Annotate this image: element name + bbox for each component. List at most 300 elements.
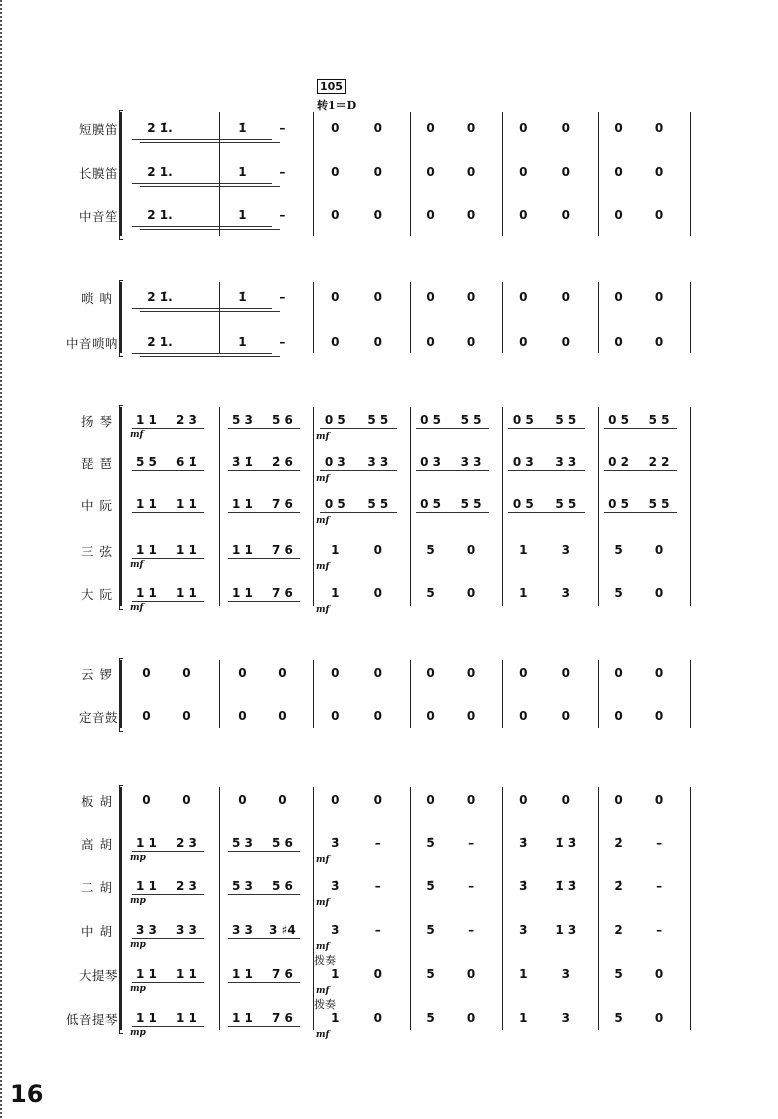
note-group: 0 xyxy=(654,1011,664,1025)
note-group: 0 xyxy=(561,709,570,723)
beam-line xyxy=(604,512,677,513)
note-group: 0 xyxy=(519,208,528,222)
beam-line xyxy=(320,428,397,429)
instrument-label: 长膜笛 xyxy=(78,166,118,181)
note-group: 1 1 xyxy=(231,1011,253,1025)
duration-line xyxy=(140,142,280,143)
note-group: 1 1 xyxy=(231,497,253,511)
beam-line xyxy=(228,512,300,513)
note-group: 1 1 xyxy=(135,1011,157,1025)
note-group: 0 xyxy=(561,666,570,680)
note-group: 1 1 xyxy=(135,497,157,511)
barline xyxy=(598,407,599,606)
note-group: 0 xyxy=(278,709,287,723)
instrument-label: 短膜笛 xyxy=(78,122,118,137)
note-group: 0 xyxy=(561,290,570,304)
note-group: 5 xyxy=(426,586,435,600)
page-number: 16 xyxy=(10,1080,44,1108)
note-group: 0 xyxy=(373,335,382,349)
note-group: 0 xyxy=(614,709,623,723)
note-group: 2 2 xyxy=(648,455,670,469)
note-group: 1 1 xyxy=(175,967,197,981)
note-group: 0 xyxy=(654,793,664,807)
note-group: – xyxy=(468,879,475,893)
note-group: 0 xyxy=(466,290,476,304)
barline xyxy=(598,660,599,728)
note-group: 3̇ xyxy=(331,836,340,850)
dynamic-marking: mf xyxy=(316,855,330,865)
note-group: 0 xyxy=(561,121,570,135)
instrument-label: 唢呐 xyxy=(80,291,118,306)
note-group: 0 xyxy=(519,290,528,304)
note-group: 1̇ 3̇ xyxy=(555,836,577,850)
note-group: 1 xyxy=(519,1011,528,1025)
note-group: 0 5 xyxy=(324,497,346,511)
barline xyxy=(690,407,691,606)
beam-line xyxy=(228,470,300,471)
dynamic-marking: mf xyxy=(130,560,144,570)
note-group: 0 xyxy=(519,335,528,349)
note-group: 1 xyxy=(238,165,247,179)
note-group: 2 1. xyxy=(147,208,173,222)
note-group: 0 xyxy=(519,666,528,680)
barline xyxy=(120,112,122,236)
dynamic-marking: mf xyxy=(316,898,330,908)
note-group: 0 xyxy=(614,121,623,135)
instrument-label: 中音笙 xyxy=(78,209,118,224)
note-group: 1 1 xyxy=(175,543,197,557)
note-group: 0 xyxy=(614,208,623,222)
beam-line xyxy=(508,470,585,471)
barline xyxy=(313,660,314,728)
note-group: 1 xyxy=(519,543,528,557)
note-group: 0 3 xyxy=(512,455,534,469)
note-group: 0 xyxy=(373,967,382,981)
note-group: 5 5 xyxy=(555,413,577,427)
note-group: 0 xyxy=(331,793,340,807)
barline xyxy=(219,112,220,236)
note-group: 0 3 xyxy=(420,455,442,469)
barline xyxy=(313,787,314,1030)
note-group: 1 xyxy=(331,967,340,981)
note-group: 1 1 xyxy=(135,413,157,427)
note-group: 0 xyxy=(654,586,664,600)
note-group: 2̇ xyxy=(614,836,623,850)
note-group: 0 xyxy=(278,666,287,680)
note-group: 5 5 xyxy=(367,497,389,511)
note-group: 0 xyxy=(614,165,623,179)
note-group: 2 3 xyxy=(175,836,197,850)
note-group: 0 xyxy=(182,666,191,680)
beam-line xyxy=(132,851,204,852)
dynamic-marking: mf xyxy=(316,986,330,996)
note-group: 7 6 xyxy=(271,543,293,557)
beam-line xyxy=(228,1026,300,1027)
barline xyxy=(120,407,122,606)
note-group: 0 xyxy=(373,290,382,304)
note-group: 0 xyxy=(142,666,151,680)
barline xyxy=(690,282,691,353)
note-group: 5 5 xyxy=(367,413,389,427)
instrument-label: 低音提琴 xyxy=(65,1012,118,1027)
note-group: 0 xyxy=(373,666,382,680)
pizzicato-marking: 拨奏 xyxy=(314,998,336,1011)
note-group: 0 5 xyxy=(608,497,630,511)
note-group: 3 xyxy=(519,923,528,937)
note-group: 0 xyxy=(331,666,340,680)
duration-line xyxy=(132,308,272,309)
note-group: 3 3 xyxy=(367,455,389,469)
note-group: 1 1 xyxy=(135,543,157,557)
note-group: – xyxy=(279,121,286,135)
beam-line xyxy=(132,470,204,471)
note-group: – xyxy=(468,836,475,850)
note-group: 0 xyxy=(426,121,435,135)
instrument-label: 中阮 xyxy=(80,498,118,513)
note-group: 2 1̇. xyxy=(147,121,173,135)
note-group: 1 xyxy=(519,586,528,600)
barline xyxy=(219,282,220,353)
note-group: 0 xyxy=(561,793,570,807)
note-group: 1 xyxy=(331,1011,340,1025)
barline xyxy=(219,407,220,606)
note-group: 1 1 xyxy=(231,586,253,600)
barline xyxy=(690,112,691,236)
note-group: 7 6 xyxy=(271,1011,293,1025)
beam-line xyxy=(228,851,300,852)
instrument-label: 中音唢呐 xyxy=(65,336,118,351)
note-group: 1 xyxy=(238,208,247,222)
note-group: 5 5 xyxy=(460,497,482,511)
barline xyxy=(410,112,411,236)
note-group: 1 xyxy=(238,335,247,349)
beam-line xyxy=(320,470,397,471)
note-group: 0 xyxy=(561,335,570,349)
note-group: 0 xyxy=(654,709,664,723)
instrument-label: 大提琴 xyxy=(78,968,118,983)
duration-line xyxy=(132,353,272,354)
barline xyxy=(410,407,411,606)
note-group: 0 xyxy=(426,335,435,349)
note-group: 0 xyxy=(331,121,340,135)
note-group: 0 xyxy=(654,666,664,680)
instrument-label: 三弦 xyxy=(80,544,118,559)
note-group: 3 ♯4 xyxy=(269,923,296,937)
note-group: – xyxy=(374,923,381,937)
beam-line xyxy=(132,894,204,895)
beam-line xyxy=(132,601,204,602)
note-group: 0 xyxy=(426,290,435,304)
note-group: – xyxy=(374,879,381,893)
note-group: 0 3 xyxy=(324,455,346,469)
beam-line xyxy=(228,894,300,895)
beam-line xyxy=(228,428,300,429)
instrument-label: 云锣 xyxy=(80,667,118,682)
barline xyxy=(690,787,691,1030)
note-group: 5 6 xyxy=(271,879,293,893)
note-group: 5 5 xyxy=(460,413,482,427)
note-group: 5 xyxy=(426,923,435,937)
barline xyxy=(120,660,122,728)
barline xyxy=(502,282,503,353)
note-group: 0 xyxy=(466,586,476,600)
note-group: 0 xyxy=(331,709,340,723)
barline xyxy=(598,787,599,1030)
duration-line xyxy=(140,186,280,187)
beam-line xyxy=(604,428,677,429)
duration-line xyxy=(140,229,280,230)
barline xyxy=(502,660,503,728)
dynamic-marking: mf xyxy=(316,942,330,952)
note-group: 0 xyxy=(331,165,340,179)
note-group: 7 6 xyxy=(271,967,293,981)
dynamic-marking: mf xyxy=(130,603,144,613)
dynamic-marking: mf xyxy=(316,432,330,442)
note-group: 3 xyxy=(561,967,570,981)
note-group: 3̇ xyxy=(519,879,528,893)
note-group: 1 3 xyxy=(555,923,577,937)
note-group: – xyxy=(279,208,286,222)
note-group: 5 3 xyxy=(231,879,253,893)
instrument-label: 高胡 xyxy=(80,837,118,852)
note-group: 7 6 xyxy=(271,586,293,600)
note-group: 2 1. xyxy=(147,335,173,349)
note-group: 0 5 xyxy=(512,497,534,511)
instrument-label: 板胡 xyxy=(80,794,118,809)
dynamic-marking: mf xyxy=(316,1030,330,1040)
note-group: 0 xyxy=(373,165,382,179)
note-group: 5 xyxy=(614,967,623,981)
note-group: 5 xyxy=(614,586,623,600)
note-group: 0 xyxy=(331,335,340,349)
note-group: 0 2 xyxy=(608,455,630,469)
beam-line xyxy=(132,428,204,429)
note-group: 0 xyxy=(238,666,247,680)
barline xyxy=(502,407,503,606)
note-group: 0 xyxy=(654,208,664,222)
note-group: 0 xyxy=(373,793,382,807)
beam-line xyxy=(604,470,677,471)
barline xyxy=(313,407,314,606)
dynamic-marking: mp xyxy=(130,1028,146,1038)
note-group: 1 xyxy=(331,543,340,557)
note-group: 1 1 xyxy=(135,967,157,981)
note-group: 0 xyxy=(466,165,476,179)
note-group: 5̇ xyxy=(426,879,435,893)
note-group: 0 xyxy=(426,666,435,680)
duration-line xyxy=(132,139,272,140)
beam-line xyxy=(508,428,585,429)
barline xyxy=(410,660,411,728)
note-group: 0 xyxy=(614,335,623,349)
barline xyxy=(410,282,411,353)
note-group: 5 5 xyxy=(648,413,670,427)
note-group: 0 5 xyxy=(420,497,442,511)
note-group: 0 xyxy=(519,793,528,807)
note-group: 1 xyxy=(519,967,528,981)
note-group: 3 xyxy=(331,923,340,937)
dynamic-marking: mf xyxy=(316,516,330,526)
note-group: 0 xyxy=(426,709,435,723)
beam-line xyxy=(132,982,204,983)
barline xyxy=(219,787,220,1030)
dynamic-marking: mp xyxy=(130,896,146,906)
note-group: 1 1 xyxy=(135,586,157,600)
barline xyxy=(219,660,220,728)
note-group: – xyxy=(656,923,663,937)
note-group: 0 xyxy=(614,290,623,304)
note-group: 7 6 xyxy=(271,497,293,511)
barline xyxy=(690,660,691,728)
note-group: 0 xyxy=(278,793,287,807)
beam-line xyxy=(416,428,489,429)
note-group: 0 xyxy=(426,208,435,222)
beam-line xyxy=(228,982,300,983)
dynamic-marking: mf xyxy=(130,430,144,440)
duration-line xyxy=(132,226,272,227)
barline xyxy=(502,112,503,236)
note-group: 3̇ xyxy=(519,836,528,850)
note-group: – xyxy=(279,335,286,349)
dynamic-marking: mf xyxy=(316,562,330,572)
note-group: 5̇ xyxy=(426,836,435,850)
note-group: 3 xyxy=(561,586,570,600)
dynamic-marking: mp xyxy=(130,853,146,863)
note-group: 0 xyxy=(519,121,528,135)
beam-line xyxy=(132,938,204,939)
note-group: – xyxy=(656,879,663,893)
note-group: 3 xyxy=(561,1011,570,1025)
instrument-label: 扬琴 xyxy=(80,414,118,429)
note-group: 3 3 xyxy=(135,923,157,937)
note-group: 1 1 xyxy=(135,836,157,850)
note-group: 1 1 xyxy=(135,879,157,893)
dynamic-marking: mp xyxy=(130,984,146,994)
note-group: 1̇ 3̇ xyxy=(555,879,577,893)
note-group: 0 xyxy=(614,666,623,680)
dynamic-marking: mf xyxy=(316,605,330,615)
note-group: 0 xyxy=(614,793,623,807)
beam-line xyxy=(320,512,397,513)
beam-line xyxy=(416,470,489,471)
note-group: 6 1̇ xyxy=(175,455,197,469)
beam-line xyxy=(132,1026,204,1027)
instrument-label: 定音鼓 xyxy=(78,710,118,725)
note-group: 0 xyxy=(654,121,664,135)
instrument-label: 琵琶 xyxy=(80,456,118,471)
note-group: 0 xyxy=(466,543,476,557)
note-group: 3 3 xyxy=(231,923,253,937)
key-change: 转1＝D xyxy=(317,99,357,112)
note-group: – xyxy=(279,290,286,304)
note-group: 0 xyxy=(654,967,664,981)
note-group: 2 3 xyxy=(175,879,197,893)
note-group: 0 xyxy=(331,208,340,222)
note-group: 2̇ xyxy=(614,879,623,893)
note-group: 0 xyxy=(142,793,151,807)
barline xyxy=(598,282,599,353)
note-group: 0 xyxy=(466,335,476,349)
note-group: 3̇ xyxy=(331,879,340,893)
note-group: 0 xyxy=(466,1011,476,1025)
barline xyxy=(313,282,314,353)
note-group: 0 5 xyxy=(512,413,534,427)
note-group: 0 xyxy=(466,709,476,723)
note-group: 1 1 xyxy=(231,967,253,981)
note-group: 0 5 xyxy=(324,413,346,427)
beam-line xyxy=(228,938,300,939)
note-group: 2 xyxy=(614,923,623,937)
note-group: 0 xyxy=(466,666,476,680)
note-group: 0 xyxy=(654,335,664,349)
note-group: 0 xyxy=(561,208,570,222)
note-group: 0 xyxy=(654,543,664,557)
note-group: 0 xyxy=(654,290,664,304)
note-group: 0 xyxy=(373,208,382,222)
note-group: 0 xyxy=(466,121,476,135)
note-group: 5 xyxy=(426,1011,435,1025)
beam-line xyxy=(508,512,585,513)
note-group: 0 5 xyxy=(420,413,442,427)
note-group: 0 xyxy=(519,709,528,723)
note-group: 0 xyxy=(142,709,151,723)
note-group: 5 6 xyxy=(271,413,293,427)
note-group: 3̇ 1̇ xyxy=(231,455,253,469)
note-group: 3 3 xyxy=(555,455,577,469)
barline xyxy=(313,112,314,236)
beam-line xyxy=(416,512,489,513)
note-group: 5 6 xyxy=(271,836,293,850)
note-group: 0 xyxy=(426,165,435,179)
note-group: 5 xyxy=(614,543,623,557)
note-group: 0 xyxy=(331,290,340,304)
note-group: 0 xyxy=(654,165,664,179)
note-group: 1 1 xyxy=(231,543,253,557)
beam-line xyxy=(228,558,300,559)
instrument-label: 中胡 xyxy=(80,924,118,939)
note-group: 0 xyxy=(373,543,382,557)
rehearsal-mark: 105 xyxy=(317,79,346,94)
note-group: 0 xyxy=(426,793,435,807)
note-group: 0 5 xyxy=(608,413,630,427)
duration-line xyxy=(140,356,280,357)
note-group: 1 xyxy=(331,586,340,600)
note-group: 5 xyxy=(614,1011,623,1025)
note-group: – xyxy=(468,923,475,937)
note-group: 0 xyxy=(373,586,382,600)
beam-line xyxy=(132,558,204,559)
duration-line xyxy=(140,311,280,312)
page-left-edge xyxy=(0,0,2,1119)
barline xyxy=(410,787,411,1030)
note-group: 0 xyxy=(373,709,382,723)
note-group: 3 xyxy=(561,543,570,557)
note-group: 1 1 xyxy=(175,586,197,600)
note-group: 2̇ 6 xyxy=(271,455,293,469)
note-group: 3 3 xyxy=(460,455,482,469)
note-group: 0 xyxy=(238,709,247,723)
note-group: – xyxy=(374,836,381,850)
note-group: 1̇ xyxy=(238,121,247,135)
note-group: 0 xyxy=(466,967,476,981)
dynamic-marking: mf xyxy=(316,474,330,484)
note-group: 1 1 xyxy=(175,497,197,511)
note-group: 5 5 xyxy=(135,455,157,469)
note-group: 0 xyxy=(561,165,570,179)
barline xyxy=(120,282,122,353)
beam-line xyxy=(228,601,300,602)
beam-line xyxy=(132,512,204,513)
